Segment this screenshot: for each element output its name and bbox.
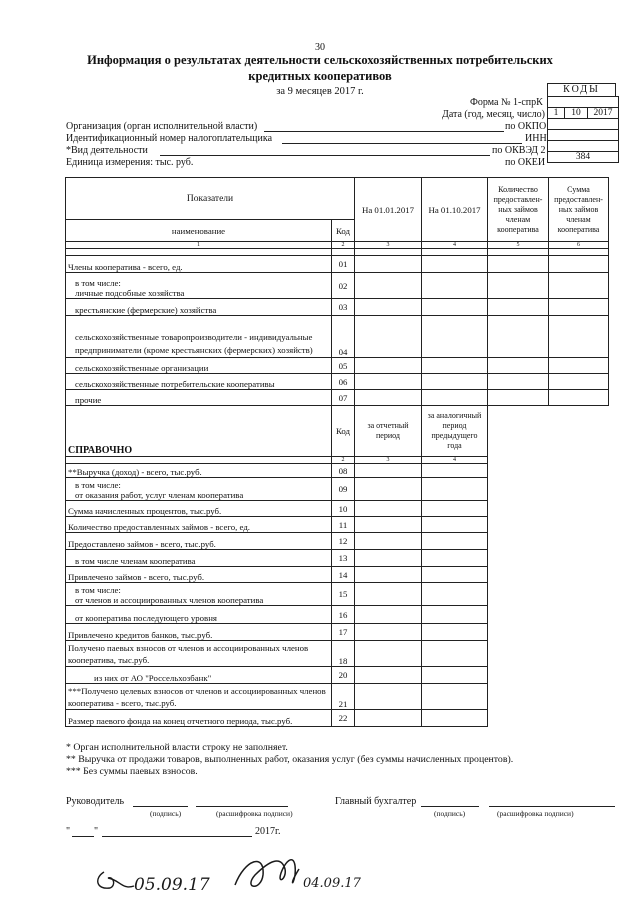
date-quote-open: " xyxy=(66,826,71,837)
row-code: 13 xyxy=(332,550,355,567)
activity-label: *Вид деятельности xyxy=(66,145,148,156)
date-year-suffix: 2017г. xyxy=(255,826,281,837)
activity-line xyxy=(160,155,490,156)
handwritten-date-2: 04.09.17 xyxy=(303,876,361,891)
form-title-line2: кредитных кооперативов xyxy=(248,69,392,83)
table-row xyxy=(66,299,609,316)
colnum: 4 xyxy=(422,457,488,464)
row-name: ***Получено целевых взносов от членов и ассоциированных членов кооператива - всего, тыс.руб. xyxy=(66,684,332,710)
row-name: Получено паевых взносов от членов и ассоциированных членов кооператива, тыс.руб. xyxy=(66,641,332,667)
blank-cell xyxy=(66,457,332,464)
row-name: крестьянские (фермерские) хозяйства xyxy=(66,299,332,316)
okpo-label: по ОКПО xyxy=(505,121,547,132)
row-code: 17 xyxy=(332,624,355,641)
header-loan-count: Количество предоставлен-ных займов членам кооператива xyxy=(488,178,549,242)
okved-label: по ОКВЭД 2 xyxy=(492,145,546,156)
header-prev-period: за аналогичный период предыдущего года xyxy=(422,406,488,457)
header-loan-sum: Сумма предоставлен-ных займов членам кооператива xyxy=(549,178,609,242)
spacer-row xyxy=(66,249,609,256)
row-name: Количество предоставленных займов - всего, ед. xyxy=(66,517,332,533)
row-name: Предоставлено займов - всего, тыс.руб. xyxy=(66,533,332,550)
row-name: из них от АО "Россельхозбанк" xyxy=(66,667,332,684)
form-number: Форма № 1-спрК xyxy=(470,97,543,108)
unit-label: Единица измерения: тыс. руб. xyxy=(66,157,194,168)
codes-table xyxy=(547,96,619,163)
handwritten-date-1: 05.09.17 xyxy=(134,875,210,895)
row-code: 01 xyxy=(332,256,355,273)
row-name: личные подсобные хозяйства xyxy=(75,288,185,298)
date-label: Дата (год, месяц, число) xyxy=(442,109,545,120)
org-line xyxy=(264,131,504,132)
colnum: 2 xyxy=(332,457,355,464)
main-table xyxy=(65,177,609,727)
code-form xyxy=(548,97,619,108)
date-month-line xyxy=(102,836,252,837)
code-okved xyxy=(548,141,619,152)
table-row xyxy=(66,390,609,406)
header-date1: На 01.01.2017 xyxy=(355,178,422,242)
row-code: 11 xyxy=(332,517,355,533)
row-name: от оказания работ, услуг членам кооператива xyxy=(75,490,244,500)
row-name: **Выручка (доход) - всего, тыс.руб. xyxy=(66,464,332,478)
colnum: 3 xyxy=(355,457,422,464)
row-code: 06 xyxy=(332,374,355,390)
table-row xyxy=(66,316,609,358)
row-code: 08 xyxy=(332,464,355,478)
row-name: от членов и ассоциированных членов кооператива xyxy=(75,595,264,605)
table-row xyxy=(66,374,609,390)
date-year: 2017 xyxy=(588,108,619,119)
head-sign-caption: (подпись) xyxy=(150,809,182,818)
inn-line xyxy=(282,143,522,144)
colnum: 2 xyxy=(332,242,355,249)
row-name: Привлечено кредитов банков, тыс.руб. xyxy=(66,624,332,641)
row-code: 20 xyxy=(332,667,355,684)
header-code2: Код xyxy=(332,406,355,457)
colnum: 4 xyxy=(422,242,488,249)
head-sign-line xyxy=(133,806,188,807)
head-decode-caption: (расшифровка подписи) xyxy=(216,809,293,818)
row-subheading: в том числе: xyxy=(75,585,121,595)
row-name: Сумма начисленных процентов, тыс.руб. xyxy=(66,501,332,517)
table-row xyxy=(66,256,609,273)
footnote-3: *** Без суммы паевых взносов. xyxy=(66,766,198,777)
row-subheading: в том числе: xyxy=(75,480,121,490)
colnum: 3 xyxy=(355,242,422,249)
signature-2 xyxy=(225,845,375,900)
colnum: 6 xyxy=(549,242,609,249)
codes-header: КОДЫ xyxy=(563,84,600,95)
code-inn xyxy=(548,130,619,141)
row-name: прочие xyxy=(66,390,332,406)
row-code: 09 xyxy=(332,478,355,501)
row-name: от кооператива последующего уровня xyxy=(66,606,332,624)
row-code: 04 xyxy=(332,316,355,358)
row-code: 22 xyxy=(332,710,355,727)
accountant-sign-line xyxy=(421,806,479,807)
row-name: Члены кооператива - всего, ед. xyxy=(66,256,332,273)
row-name: сельскохозяйственные товаропроизводители - индивидуальные предприниматели (кроме крестьянских (фермерских) хозяйств) xyxy=(66,316,332,358)
row-name: Привлечено займов - всего, тыс.руб. xyxy=(66,567,332,583)
row-code: 16 xyxy=(332,606,355,624)
row-code: 07 xyxy=(332,390,355,406)
row-code: 15 xyxy=(332,583,355,606)
header-code: Код xyxy=(332,220,355,242)
row-code: 14 xyxy=(332,567,355,583)
empty-area xyxy=(488,406,609,727)
table-row xyxy=(66,358,609,374)
codes-header-box xyxy=(547,83,616,97)
date-month: 10 xyxy=(565,108,588,119)
row-name: в том числе членам кооператива xyxy=(66,550,332,567)
row-code: 12 xyxy=(332,533,355,550)
form-title xyxy=(80,52,560,84)
accountant-decode-line xyxy=(489,806,615,807)
date-day: 1 xyxy=(548,108,565,119)
reference-title: СПРАВОЧНО xyxy=(66,406,332,457)
inn-label: ИНН xyxy=(525,133,547,144)
head-label: Руководитель xyxy=(66,796,125,807)
header-name: наименование xyxy=(66,220,332,242)
page-number: 30 xyxy=(315,42,325,53)
row-code: 05 xyxy=(332,358,355,374)
header-date2: На 01.10.2017 xyxy=(422,178,488,242)
accountant-decode-caption: (расшифровка подписи) xyxy=(497,809,574,818)
form-title-line1: Информация о результатах деятельности сельскохозяйственных потребительских xyxy=(87,53,553,67)
accountant-sign-caption: (подпись) xyxy=(434,809,466,818)
row-subheading: в том числе: xyxy=(75,278,121,288)
signature-1 xyxy=(90,850,220,900)
row-code: 21 xyxy=(332,684,355,710)
accountant-label: Главный бухгалтер xyxy=(335,796,417,807)
table-row xyxy=(66,273,609,299)
colnum: 5 xyxy=(488,242,549,249)
row-code: 03 xyxy=(332,299,355,316)
report-period: за 9 месяцев 2017 г. xyxy=(276,86,364,97)
date-quote-close: " xyxy=(94,826,99,837)
inn-label-left: Идентификационный номер налогоплательщика xyxy=(66,133,273,144)
date-day-line xyxy=(72,836,94,837)
code-okei: 384 xyxy=(548,152,619,163)
row-code: 18 xyxy=(332,641,355,667)
org-label: Организация (орган исполнительной власти) xyxy=(66,121,258,132)
colnum: 1 xyxy=(66,242,332,249)
row-name: Размер паевого фонда на конец отчетного периода, тыс.руб. xyxy=(66,710,332,727)
code-okpo xyxy=(548,119,619,130)
row-name: сельскохозяйственные потребительские кооперативы xyxy=(66,374,332,390)
head-decode-line xyxy=(196,806,288,807)
header-indicators: Показатели xyxy=(66,178,355,220)
footnote-2: ** Выручка от продажи товаров, выполненных работ, оказания услуг (без суммы начисленных процентов). xyxy=(66,754,514,765)
row-code: 10 xyxy=(332,501,355,517)
row-name: сельскохозяйственные организации xyxy=(66,358,332,374)
row-code: 02 xyxy=(332,273,355,299)
okei-label: по ОКЕИ xyxy=(505,157,546,168)
footnote-1: * Орган исполнительной власти строку не заполняет. xyxy=(66,742,288,753)
header-period: за отчетный период xyxy=(355,406,422,457)
